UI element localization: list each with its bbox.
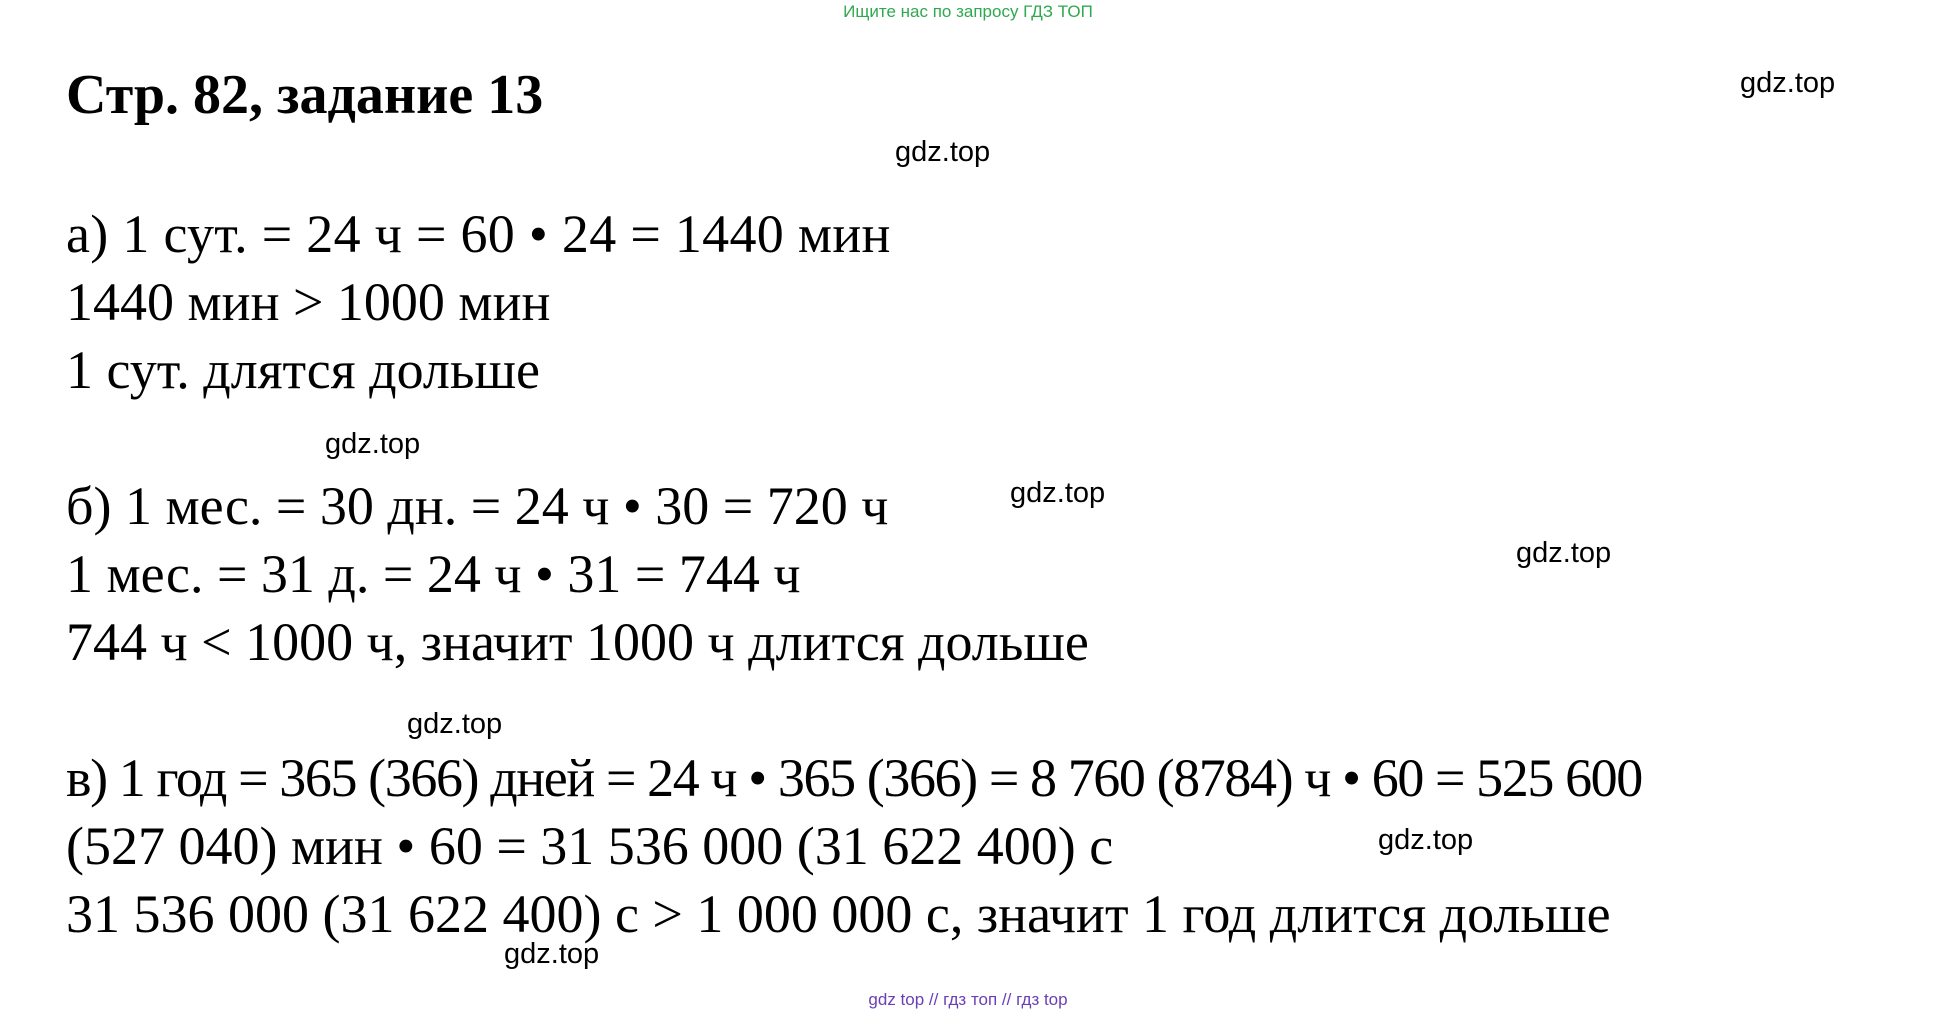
footer-links: gdz top // гдз топ // гдз top (868, 990, 1068, 1009)
part-b-line-3: 744 ч < 1000 ч, значит 1000 ч длится дольше (66, 612, 1089, 672)
page-title: Стр. 82, задание 13 (66, 64, 544, 126)
watermark: gdz.top (895, 136, 991, 168)
part-a-line-2: 1440 мин > 1000 мин (66, 272, 551, 332)
watermark: gdz.top (1010, 477, 1106, 509)
part-b-line-1: б) 1 мес. = 30 дн. = 24 ч • 30 = 720 ч (66, 476, 889, 536)
watermark: gdz.top (325, 428, 421, 460)
watermark: gdz.top (1516, 537, 1612, 569)
part-b-line-2: 1 мес. = 31 д. = 24 ч • 31 = 744 ч (66, 544, 801, 604)
part-v-line-1: в) 1 год = 365 (366) дней = 24 ч • 365 (366) = 8 760 (8784) ч • 60 = 525 600 (66, 748, 1642, 808)
top-banner: Ищите нас по запросу ГДЗ ТОП (843, 2, 1093, 21)
part-a-line-3: 1 сут. длятся дольше (66, 340, 541, 400)
part-v-line-2: (527 040) мин • 60 = 31 536 000 (31 622 400) с (66, 816, 1114, 876)
part-a-line-1: а) 1 сут. = 24 ч = 60 • 24 = 1440 мин (66, 204, 891, 264)
watermark: gdz.top (407, 708, 503, 740)
part-v-line-3: 31 536 000 (31 622 400) с > 1 000 000 с, значит 1 год длится дольше (66, 884, 1611, 944)
watermark: gdz.top (1378, 824, 1474, 856)
watermark: gdz.top (504, 938, 600, 970)
watermark: gdz.top (1740, 67, 1836, 99)
